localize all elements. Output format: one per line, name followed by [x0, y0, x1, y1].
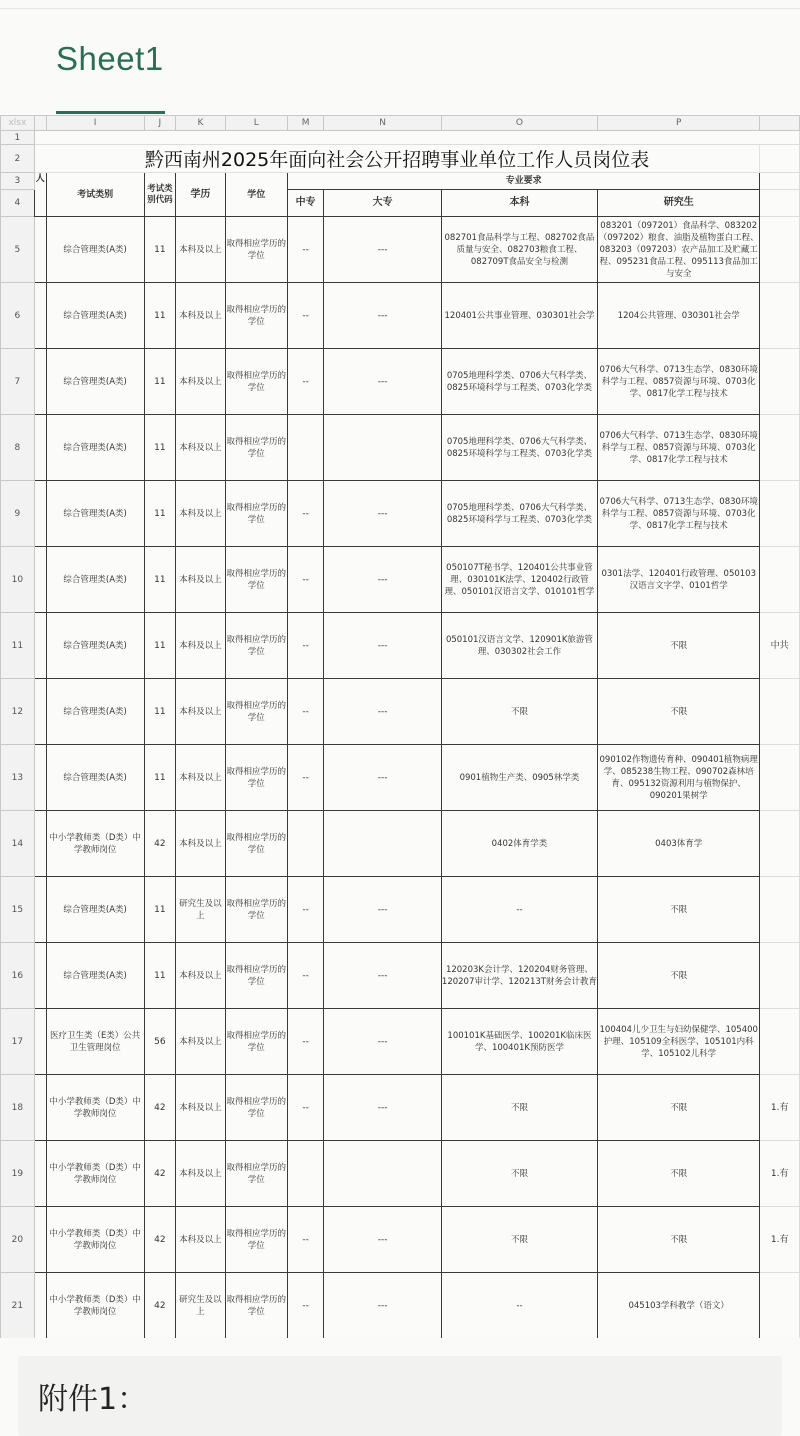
header-exam-code[interactable]: 考试类别代码: [144, 173, 176, 217]
row-header[interactable]: 19: [1, 1141, 35, 1207]
table-row: [1, 217, 800, 283]
cell-graduate-major[interactable]: 083201（097201）食品科学、083202（097202）粮食、油脂及植物蛋白工程、083203（097203）农产品加工及贮藏工程、095231食品工程、095113食品加工与安全: [598, 217, 760, 283]
cell-exam-code[interactable]: 42: [144, 1273, 176, 1339]
cell-degree[interactable]: 取得相应学历的学位: [225, 283, 287, 349]
table-row: [1, 1273, 800, 1339]
cell-education[interactable]: 本科及以上: [176, 415, 225, 481]
sheet-row-2: [1, 145, 800, 173]
cell-q[interactable]: [760, 943, 800, 1009]
cell-undergrad-major[interactable]: --: [441, 877, 597, 943]
cell-h[interactable]: [34, 1207, 46, 1273]
header-secondary[interactable]: 中专: [287, 190, 324, 217]
cell-exam-category[interactable]: 中小学教师类（D类）中学教师岗位: [46, 1075, 144, 1141]
cell-exam-code[interactable]: 42: [144, 1141, 176, 1207]
cell-education[interactable]: 本科及以上: [176, 1075, 225, 1141]
cell-undergrad-major[interactable]: 100101K基础医学、100201K临床医学、100401K预防医学: [441, 1009, 597, 1075]
cell-q[interactable]: [760, 877, 800, 943]
cell-undergrad-major[interactable]: 不限: [441, 1141, 597, 1207]
cell-degree[interactable]: 取得相应学历的学位: [225, 1207, 287, 1273]
cell-undergrad-major[interactable]: 120203K会计学、120204财务管理、120207审计学、120213T财务会计教育: [441, 943, 597, 1009]
cell-degree[interactable]: 取得相应学历的学位: [225, 745, 287, 811]
row-header[interactable]: 21: [1, 1273, 35, 1339]
table-row: [1, 547, 800, 613]
cell-college[interactable]: ---: [324, 349, 441, 415]
cell-secondary[interactable]: --: [287, 679, 324, 745]
column-header-l[interactable]: L: [225, 116, 287, 131]
cell-secondary[interactable]: [287, 415, 324, 481]
cell-degree[interactable]: 取得相应学历的学位: [225, 481, 287, 547]
cell-graduate-major[interactable]: 不限: [598, 679, 760, 745]
cell-q[interactable]: 1.有: [760, 1075, 800, 1141]
cell-h[interactable]: [34, 1075, 46, 1141]
cell-secondary[interactable]: --: [287, 943, 324, 1009]
cell-education[interactable]: 本科及以上: [176, 943, 225, 1009]
cell-exam-category[interactable]: 中小学教师类（D类）中学教师岗位: [46, 1273, 144, 1339]
attachment-label: 附件1：: [38, 1382, 148, 1417]
cell-college[interactable]: ---: [324, 283, 441, 349]
cell-undergrad-major[interactable]: 050107T秘书学、120401公共事业管理、030101K法学、120402行政管理、050101汉语言文学、010101哲学: [441, 547, 597, 613]
cell-secondary[interactable]: [287, 811, 324, 877]
cell-exam-code[interactable]: 11: [144, 679, 176, 745]
column-header-i[interactable]: I: [46, 116, 144, 131]
row-header[interactable]: 1: [1, 131, 35, 145]
cell-education[interactable]: 本科及以上: [176, 349, 225, 415]
header-major-requirements[interactable]: 专业要求: [287, 173, 760, 190]
header-undergrad[interactable]: 本科: [441, 190, 597, 217]
header-education[interactable]: 学历: [176, 173, 225, 217]
sheet-row-3: [1, 173, 800, 190]
cell-education[interactable]: 本科及以上: [176, 1207, 225, 1273]
cell-exam-code[interactable]: 11: [144, 547, 176, 613]
cell-exam-code[interactable]: 11: [144, 217, 176, 283]
cell-education[interactable]: 本科及以上: [176, 745, 225, 811]
cell-h[interactable]: [34, 283, 46, 349]
table-row: [1, 745, 800, 811]
row-header[interactable]: 20: [1, 1207, 35, 1273]
cell-graduate-major[interactable]: 100404儿少卫生与妇幼保健学、105400护理、105109全科医学、105101内科学、105102儿科学: [598, 1009, 760, 1075]
empty-row[interactable]: [34, 131, 799, 145]
row-header[interactable]: 11: [1, 613, 35, 679]
cell-exam-category[interactable]: 综合管理类(A类): [46, 877, 144, 943]
cell-secondary[interactable]: --: [287, 1207, 324, 1273]
cell-graduate-major[interactable]: 不限: [598, 1207, 760, 1273]
cell-graduate-major[interactable]: 0706大气科学、0713生态学、0830环境科学与工程、0857资源与环境、0703化学、0817化学工程与技术: [598, 349, 760, 415]
cell-undergrad-major[interactable]: 120401公共事业管理、030301社会学: [441, 283, 597, 349]
cell-degree[interactable]: 取得相应学历的学位: [225, 1273, 287, 1339]
cell-exam-category[interactable]: 综合管理类(A类): [46, 547, 144, 613]
cell-graduate-major[interactable]: 不限: [598, 613, 760, 679]
cell-q[interactable]: 1.有: [760, 1141, 800, 1207]
cell[interactable]: [760, 190, 800, 217]
cell-degree[interactable]: 取得相应学历的学位: [225, 1009, 287, 1075]
cell-graduate-major[interactable]: 0706大气科学、0713生态学、0830环境科学与工程、0857资源与环境、0703化学、0817化学工程与技术: [598, 481, 760, 547]
row-header[interactable]: 5: [1, 217, 35, 283]
table-row: [1, 679, 800, 745]
cell-exam-category[interactable]: 综合管理类(A类): [46, 745, 144, 811]
row-header[interactable]: 9: [1, 481, 35, 547]
cell-exam-code[interactable]: 42: [144, 1075, 176, 1141]
cell-degree[interactable]: 取得相应学历的学位: [225, 1141, 287, 1207]
column-header-j[interactable]: J: [144, 116, 176, 131]
cell-exam-category[interactable]: 中小学教师类（D类）中学教师岗位: [46, 811, 144, 877]
row-header[interactable]: 15: [1, 877, 35, 943]
cell-degree[interactable]: 取得相应学历的学位: [225, 1075, 287, 1141]
cell-graduate-major[interactable]: 090102作物遗传育种、090401植物病理学、085238生物工程、090702森林培育、095132资源利用与植物保护、090201果树学: [598, 745, 760, 811]
cell-exam-category[interactable]: 综合管理类(A类): [46, 283, 144, 349]
cell-h[interactable]: [34, 811, 46, 877]
row-header[interactable]: 16: [1, 943, 35, 1009]
cell-degree[interactable]: 取得相应学历的学位: [225, 613, 287, 679]
cell-secondary[interactable]: --: [287, 1273, 324, 1339]
sheet-tab-sheet1[interactable]: Sheet1: [56, 40, 164, 77]
cell-q[interactable]: [760, 745, 800, 811]
cell-college[interactable]: ---: [324, 877, 441, 943]
attachment-caption-card: [18, 1356, 782, 1436]
sheet-row-1: [1, 131, 800, 145]
cell-degree[interactable]: 取得相应学历的学位: [225, 415, 287, 481]
cell-degree[interactable]: 取得相应学历的学位: [225, 349, 287, 415]
cell-exam-code[interactable]: 42: [144, 811, 176, 877]
cell-exam-code[interactable]: 11: [144, 283, 176, 349]
cell-education[interactable]: 本科及以上: [176, 811, 225, 877]
cell-undergrad-major[interactable]: 050101汉语言文学、120901K旅游管理、030302社会工作: [441, 613, 597, 679]
spreadsheet-grid[interactable]: [0, 115, 800, 1338]
row-header[interactable]: 3: [1, 173, 35, 190]
cell-h[interactable]: [34, 1141, 46, 1207]
table-row: [1, 349, 800, 415]
table-row: [1, 811, 800, 877]
cell-h[interactable]: [34, 547, 46, 613]
cell-h[interactable]: [34, 679, 46, 745]
cell-exam-category[interactable]: 综合管理类(A类): [46, 481, 144, 547]
row-header[interactable]: 2: [1, 145, 35, 173]
cell-education[interactable]: 本科及以上: [176, 613, 225, 679]
row-header[interactable]: 10: [1, 547, 35, 613]
cell-exam-category[interactable]: 综合管理类(A类): [46, 415, 144, 481]
cell-q[interactable]: [760, 811, 800, 877]
cell-college[interactable]: [324, 1141, 441, 1207]
cell-exam-code[interactable]: 42: [144, 1207, 176, 1273]
cell-exam-code[interactable]: 56: [144, 1009, 176, 1075]
table-row: [1, 613, 800, 679]
cell-secondary[interactable]: --: [287, 877, 324, 943]
cell-education[interactable]: 本科及以上: [176, 1141, 225, 1207]
cell-graduate-major[interactable]: 0301法学、120401行政管理、050103汉语言文字学、0101哲学: [598, 547, 760, 613]
table-row: [1, 481, 800, 547]
cell-college[interactable]: ---: [324, 1273, 441, 1339]
cell-exam-code[interactable]: 11: [144, 943, 176, 1009]
cell-exam-category[interactable]: 中小学教师类（D类）中学教师岗位: [46, 1207, 144, 1273]
cell-secondary[interactable]: --: [287, 1075, 324, 1141]
cell-graduate-major[interactable]: 045103学科教学（语文）: [598, 1273, 760, 1339]
cell-secondary[interactable]: [287, 1141, 324, 1207]
cell-college[interactable]: ---: [324, 613, 441, 679]
cell-graduate-major[interactable]: 不限: [598, 943, 760, 1009]
row-header[interactable]: 8: [1, 415, 35, 481]
cell-h[interactable]: [34, 349, 46, 415]
cell-degree[interactable]: 取得相应学历的学位: [225, 943, 287, 1009]
cell-exam-code[interactable]: 11: [144, 745, 176, 811]
cell-degree[interactable]: 取得相应学历的学位: [225, 877, 287, 943]
cell-h[interactable]: [34, 877, 46, 943]
cell-undergrad-major[interactable]: 0705地理科学类、0706大气科学类、0825环境科学与工程类、0703化学类: [441, 415, 597, 481]
cell-exam-category[interactable]: 综合管理类(A类): [46, 613, 144, 679]
cell-college[interactable]: [324, 415, 441, 481]
cell-exam-code[interactable]: 11: [144, 415, 176, 481]
cell-h[interactable]: [34, 1273, 46, 1339]
cell-undergrad-major[interactable]: 0705地理科学类、0706大气科学类、0825环境科学与工程类、0703化学类: [441, 481, 597, 547]
cell-graduate-major[interactable]: 1204公共管理、030301社会学: [598, 283, 760, 349]
header-exam-category[interactable]: 考试类别: [46, 173, 144, 217]
cell-exam-code[interactable]: 11: [144, 877, 176, 943]
column-header-h[interactable]: [34, 116, 46, 131]
cell-college[interactable]: ---: [324, 745, 441, 811]
table-row: [1, 943, 800, 1009]
cell-exam-code[interactable]: 11: [144, 349, 176, 415]
row-header[interactable]: 17: [1, 1009, 35, 1075]
cell-degree[interactable]: 取得相应学历的学位: [225, 217, 287, 283]
cell-graduate-major[interactable]: 0403体育学: [598, 811, 760, 877]
cell-degree[interactable]: 取得相应学历的学位: [225, 811, 287, 877]
cell-q[interactable]: [760, 679, 800, 745]
row-header[interactable]: 18: [1, 1075, 35, 1141]
header-graduate[interactable]: 研究生: [598, 190, 760, 217]
sheet-table: [0, 115, 800, 1338]
cell-education[interactable]: 研究生及以上: [176, 1273, 225, 1339]
cell-undergrad-major[interactable]: --: [441, 1273, 597, 1339]
cell-q[interactable]: 中共: [760, 613, 800, 679]
cell-graduate-major[interactable]: 不限: [598, 1075, 760, 1141]
cell-exam-category[interactable]: 中小学教师类（D类）中学教师岗位: [46, 1141, 144, 1207]
cell-q[interactable]: [760, 1009, 800, 1075]
cell-education[interactable]: 本科及以上: [176, 1009, 225, 1075]
cell-secondary[interactable]: --: [287, 481, 324, 547]
cell-college[interactable]: ---: [324, 1009, 441, 1075]
row-header[interactable]: 7: [1, 349, 35, 415]
table-row: [1, 877, 800, 943]
cell-secondary[interactable]: --: [287, 283, 324, 349]
cell-exam-category[interactable]: 综合管理类(A类): [46, 349, 144, 415]
cell-q[interactable]: [760, 283, 800, 349]
cell-college[interactable]: ---: [324, 679, 441, 745]
cell-graduate-major[interactable]: 0706大气科学、0713生态学、0830环境科学与工程、0857资源与环境、0703化学、0817化学工程与技术: [598, 415, 760, 481]
cell-exam-category[interactable]: 医疗卫生类（E类）公共卫生管理岗位: [46, 1009, 144, 1075]
cell-secondary[interactable]: --: [287, 1009, 324, 1075]
row-header[interactable]: 4: [1, 190, 35, 217]
cell-undergrad-major[interactable]: 0402体育学类: [441, 811, 597, 877]
cell-degree[interactable]: 取得相应学历的学位: [225, 679, 287, 745]
cell-undergrad-major[interactable]: 不限: [441, 679, 597, 745]
cell-exam-category[interactable]: 综合管理类(A类): [46, 943, 144, 1009]
cell-education[interactable]: 本科及以上: [176, 283, 225, 349]
cell-secondary[interactable]: --: [287, 613, 324, 679]
row-header[interactable]: 14: [1, 811, 35, 877]
cell-undergrad-major[interactable]: 082701食品科学与工程、082702食品质量与安全、082703粮食工程、082709T食品安全与检测: [441, 217, 597, 283]
cell-exam-code[interactable]: 11: [144, 613, 176, 679]
header-degree[interactable]: 学位: [225, 173, 287, 217]
cell-q[interactable]: [760, 217, 800, 283]
cell-college[interactable]: ---: [324, 481, 441, 547]
cell-graduate-major[interactable]: 不限: [598, 1141, 760, 1207]
cell-graduate-major[interactable]: 不限: [598, 877, 760, 943]
cell-exam-category[interactable]: 综合管理类(A类): [46, 679, 144, 745]
cell-q[interactable]: [760, 415, 800, 481]
cell-exam-category[interactable]: 综合管理类(A类): [46, 217, 144, 283]
cell-college[interactable]: ---: [324, 217, 441, 283]
cell-college[interactable]: ---: [324, 1207, 441, 1273]
cell-h[interactable]: [34, 415, 46, 481]
cell-q[interactable]: [760, 481, 800, 547]
cell-education[interactable]: 本科及以上: [176, 481, 225, 547]
cell-h[interactable]: [34, 613, 46, 679]
cell[interactable]: [760, 173, 800, 190]
header-partial-h[interactable]: 人: [34, 173, 46, 217]
column-header-row: [1, 116, 800, 131]
cell-college[interactable]: ---: [324, 547, 441, 613]
row-header[interactable]: 13: [1, 745, 35, 811]
cell-q[interactable]: [760, 547, 800, 613]
row-header[interactable]: 12: [1, 679, 35, 745]
cell-education[interactable]: 本科及以上: [176, 217, 225, 283]
cell-undergrad-major[interactable]: 不限: [441, 1075, 597, 1141]
corner-cell[interactable]: xlsx: [1, 116, 35, 131]
cell-education[interactable]: 本科及以上: [176, 547, 225, 613]
table-row: [1, 1141, 800, 1207]
cell-college[interactable]: ---: [324, 943, 441, 1009]
cell-q[interactable]: [760, 1273, 800, 1339]
cell-college[interactable]: ---: [324, 1075, 441, 1141]
cell-exam-code[interactable]: 11: [144, 481, 176, 547]
cell-secondary[interactable]: --: [287, 745, 324, 811]
column-header-p[interactable]: P: [598, 116, 760, 131]
column-header-m[interactable]: M: [287, 116, 324, 131]
column-header-n[interactable]: N: [324, 116, 441, 131]
cell-undergrad-major[interactable]: 0705地理科学类、0706大气科学类、0825环境科学与工程类、0703化学类: [441, 349, 597, 415]
cell-education[interactable]: 本科及以上: [176, 679, 225, 745]
table-row: [1, 415, 800, 481]
cell-college[interactable]: [324, 811, 441, 877]
cell-q[interactable]: 1.有: [760, 1207, 800, 1273]
cell-undergrad-major[interactable]: 0901植物生产类、0905林学类: [441, 745, 597, 811]
cell-undergrad-major[interactable]: 不限: [441, 1207, 597, 1273]
row-header[interactable]: 6: [1, 283, 35, 349]
cell-q[interactable]: [760, 349, 800, 415]
cell-education[interactable]: 研究生及以上: [176, 877, 225, 943]
cell[interactable]: [760, 145, 800, 173]
cell-secondary[interactable]: --: [287, 349, 324, 415]
header-college[interactable]: 大专: [324, 190, 441, 217]
active-tab-indicator: [56, 111, 165, 114]
table-row: [1, 1009, 800, 1075]
cell-secondary[interactable]: --: [287, 217, 324, 283]
cell-h[interactable]: [34, 1009, 46, 1075]
cell-h[interactable]: [34, 943, 46, 1009]
table-row: [1, 283, 800, 349]
table-title[interactable]: 黔西南州2025年面向社会公开招聘事业单位工作人员岗位表: [34, 145, 760, 173]
cell-h[interactable]: [34, 745, 46, 811]
cell-secondary[interactable]: --: [287, 547, 324, 613]
column-header-q[interactable]: [760, 116, 800, 131]
column-header-o[interactable]: O: [441, 116, 597, 131]
table-row: [1, 1075, 800, 1141]
column-header-k[interactable]: K: [176, 116, 225, 131]
cell-h[interactable]: [34, 481, 46, 547]
cell-degree[interactable]: 取得相应学历的学位: [225, 547, 287, 613]
top-divider: [0, 8, 800, 9]
cell-h[interactable]: [34, 217, 46, 283]
table-row: [1, 1207, 800, 1273]
